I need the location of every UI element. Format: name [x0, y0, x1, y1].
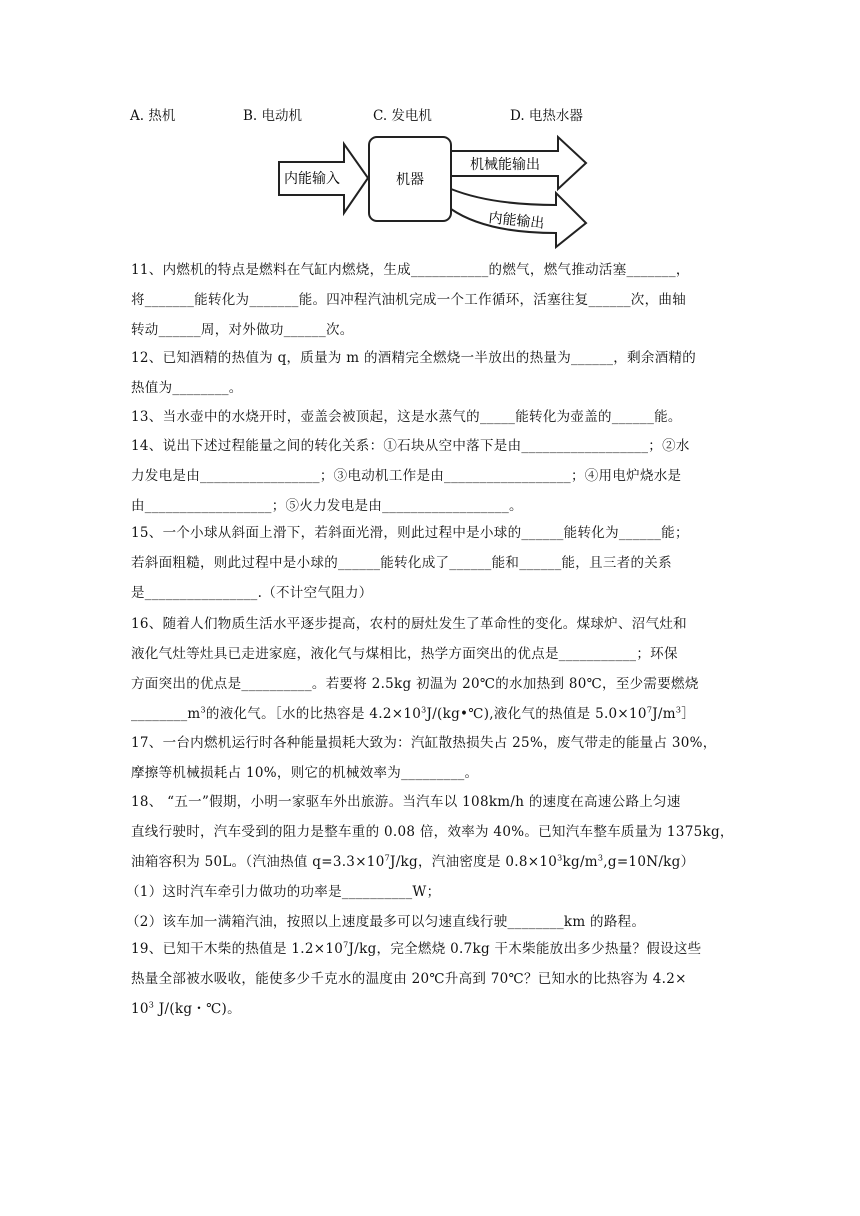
question-18	[126, 790, 734, 934]
question-line	[131, 702, 731, 726]
superscript: 3	[148, 1000, 155, 1010]
question-line: （2）该车加一满箱汽油，按照以上速度最多可以匀速直线行驶________km 的路程。	[126, 914, 646, 930]
machine-label: 机器	[396, 172, 424, 188]
text-run: J/m	[652, 706, 676, 722]
question-line: 18、 “五一”假期，小明一家驱车外出旅游。当汽车以 108km/h 的速度在高速公路上匀速	[131, 794, 681, 810]
superscript: 3	[597, 853, 604, 863]
heat-output-label: 内能输出	[487, 210, 546, 232]
question-line	[131, 850, 731, 874]
mechanical-output-label: 机械能输出	[470, 157, 540, 173]
option-c: C. 发电机	[373, 108, 432, 124]
question-line	[131, 937, 731, 961]
question-line: 转动______周，对外做功______次。	[131, 322, 354, 338]
energy-conversion-diagram	[276, 133, 591, 251]
question-11	[131, 258, 731, 342]
input-label: 内能输入	[284, 171, 340, 187]
question-14	[131, 434, 731, 518]
question-line: 12、已知酒精的热值为 q，质量为 m 的酒精完全燃烧一半放出的热量为______，剩余酒精的	[131, 350, 697, 366]
question-line: 16、随着人们物质生活水平逐步提高，农村的厨灶发生了革命性的变化。煤球炉、沼气灶和	[131, 616, 687, 632]
question-line: 方面突出的优点是__________。若要将 2.5kg 初温为 20℃的水加热到 80℃，至少需要燃烧	[131, 676, 699, 692]
question-13	[131, 405, 731, 429]
text-run: J/kg，汽油密度是 0.8×10	[389, 854, 558, 870]
question-12	[131, 346, 731, 400]
question-line: 由__________________；⑤火力发电是由__________________。	[131, 498, 523, 514]
question-line: 14、说出下述过程能量之间的转化关系：①石块从空中落下是由__________________；②水	[131, 438, 690, 454]
question-line: 17、一台内燃机运行时各种能量损耗大致为：汽缸散热损失占 25%，废气带走的能量占 30%，	[131, 735, 717, 751]
text-run: 19、已知干木柴的热值是 1.2×10	[131, 941, 344, 957]
text-run: kg/m	[562, 854, 598, 870]
question-line: 是________________.（不计空气阻力）	[131, 585, 373, 601]
question-line	[131, 997, 731, 1021]
question-19	[131, 937, 731, 1021]
question-15	[131, 521, 731, 605]
text-run: ________m	[131, 706, 201, 722]
text-run: 10	[131, 1001, 149, 1017]
question-16	[131, 612, 731, 726]
question-line: 热值为________。	[131, 380, 243, 396]
option-d: D. 电热水器	[510, 108, 583, 124]
question-line: 15、一个小球从斜面上滑下，若斜面光滑，则此过程中是小球的______能转化为______能；	[131, 525, 689, 541]
question-line: 13、当水壶中的水烧开时，壶盖会被顶起，这是水蒸气的_____能转化为壶盖的______能。	[131, 409, 682, 425]
question-line: 若斜面粗糙，则此过程中是小球的______能转化成了______能和______能，且三者的关系	[131, 555, 672, 571]
text-run: 油箱容积为 50L。（汽油热值 q=3.3×10	[131, 854, 385, 870]
option-b: B. 电动机	[243, 108, 303, 124]
question-17	[131, 731, 731, 785]
question-line: （1）这时汽车牵引力做功的功率是__________W；	[126, 884, 441, 900]
superscript: 3	[557, 853, 563, 863]
text-run: ］	[681, 706, 696, 722]
text-run: 的液化气。［水的比热容是 4.2×10	[205, 706, 422, 722]
text-run: ,g=10N/kg）	[603, 854, 695, 870]
superscript: 3	[675, 705, 682, 715]
question-line: 热量全部被水吸收，能使多少千克水的温度由 20℃升高到 70℃？已知水的比热容为 4.2×	[131, 971, 687, 987]
superscript: 7	[384, 853, 390, 863]
question-line: 11、内燃机的特点是燃料在气缸内燃烧，生成___________的燃气，燃气推动活塞_______，	[131, 262, 690, 278]
text-run: J/(kg・℃)。	[154, 1001, 241, 1017]
superscript: 7	[646, 705, 653, 715]
option-a: A. 热机	[130, 108, 176, 124]
question-line: 将_______能转化为_______能。四冲程汽油机完成一个工作循环，活塞往复______次，曲轴	[131, 292, 686, 308]
superscript: 3	[200, 705, 206, 715]
question-line: 摩擦等机械损耗占 10%，则它的机械效率为_________。	[131, 765, 479, 781]
question-line: 液化气灶等灶具已走进家庭，液化气与煤相比，热学方面突出的优点是___________；环保	[131, 646, 678, 662]
question-line: 力发电是由_________________；③电动机工作是由__________________；④用电炉烧水是	[131, 468, 682, 484]
superscript: 7	[343, 940, 349, 950]
superscript: 3	[421, 705, 427, 715]
text-run: J/(kg•℃),液化气的热值是 5.0×10	[426, 706, 647, 722]
text-run: J/kg，完全燃烧 0.7kg 干木柴能放出多少热量？假设这些	[348, 941, 702, 957]
question-line: 直线行驶时，汽车受到的阻力是整车重的 0.08 倍，效率为 40%。已知汽车整车质量为 1375kg，	[131, 824, 734, 840]
